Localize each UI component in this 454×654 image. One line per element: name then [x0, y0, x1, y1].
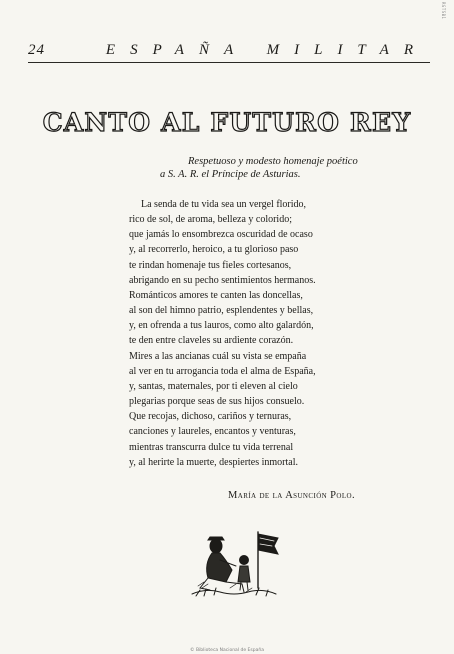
verse-line: y, al recorrerlo, heroico, a tu glorioso paso	[129, 244, 299, 256]
running-header	[28, 40, 428, 60]
library-footer: © Biblioteca Nacional de España	[190, 648, 264, 653]
verse-line: Que recojas, dichoso, cariños y ternuras,	[129, 411, 292, 423]
verse-line: mientras transcurra dulce tu vida terrenal	[129, 441, 294, 453]
verse-line: al ver en tu arrogancia toda el alma de España,	[129, 365, 316, 377]
verse-line: te rindan homenaje tus fieles cortesanos,	[129, 259, 292, 271]
poem-verse	[129, 197, 429, 470]
verse-line: y, en ofrenda a tus lauros, como alto galardón,	[129, 320, 314, 332]
verse-line: Románticos amores te canten las doncellas,	[129, 289, 303, 301]
running-title: ESPAÑA MILITAR	[105, 41, 428, 58]
page-number: 24	[28, 41, 45, 58]
verse-line: rico de sol, de aroma, belleza y colorido;	[129, 214, 292, 226]
dedication	[160, 156, 430, 181]
verse-line: plegarias porque seas de sus hijos consuelo.	[129, 396, 305, 408]
side-stamp: RGTSB1	[441, 2, 446, 20]
poem-title: CANTO AL FUTURO REY	[42, 108, 412, 137]
verse-line: La senda de tu vida sea un vergel florido,	[141, 199, 307, 210]
dedication-line: Respetuoso y modesto homenaje poético	[188, 156, 358, 167]
header-rule	[28, 62, 430, 63]
verse-line: te den entre claveles su ardiente corazón.	[129, 335, 294, 347]
verse-line: abrigando en su pecho sentimientos hermanos.	[129, 274, 316, 286]
dedication-line: a S. A. R. el Príncipe de Asturias.	[160, 168, 301, 180]
author-signature: María de la Asunción Polo.	[228, 490, 355, 501]
verse-line: y, al herirte la muerte, despiertes inmortal.	[129, 456, 299, 468]
soldier-vignette-illustration	[186, 522, 282, 602]
verse-line: que jamás lo ensombrezca oscuridad de ocaso	[129, 229, 313, 241]
verse-line: canciones y laureles, encantos y venturas,	[129, 426, 296, 438]
verse-line: y, santas, maternales, por ti eleven al cielo	[129, 380, 298, 392]
verse-line: al son del himno patrio, esplendentes y bellas,	[129, 305, 314, 317]
verse-line: Mires a las ancianas cuál su vista se empaña	[129, 350, 307, 362]
